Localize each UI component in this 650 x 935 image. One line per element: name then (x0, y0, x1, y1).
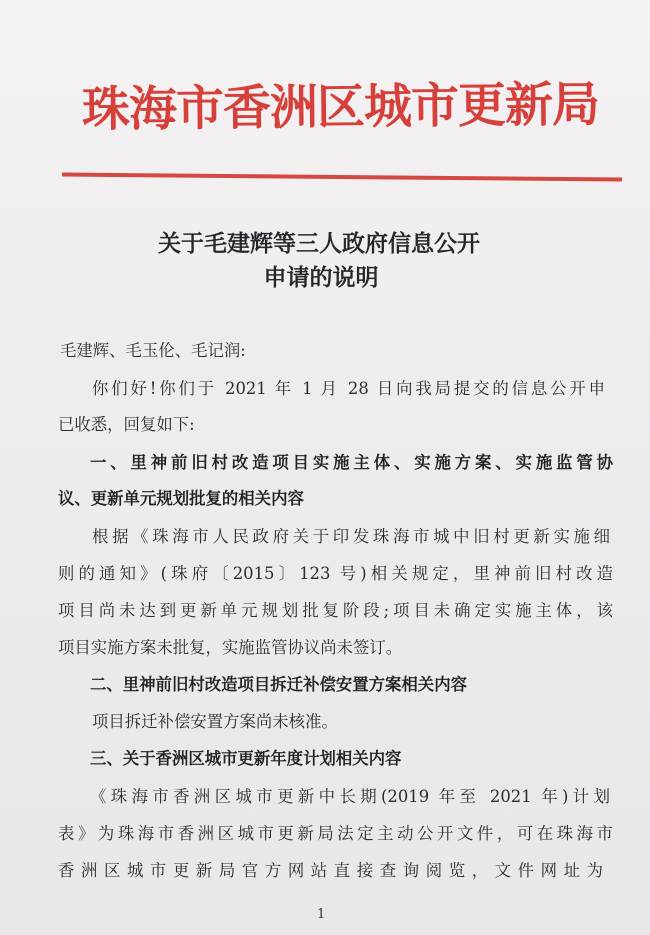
page-number: 1 (317, 907, 326, 922)
body-line: 项目尚未达到更新单元规划批复阶段;项目未确定实施主体，该 (58, 601, 613, 620)
body-line: 则的通知》(珠府〔2015〕123 号)相关规定，里神前旧村改造 (58, 564, 613, 583)
body-line: 《珠海市香洲区城市更新中长期(2019 年至 2021 年)计划 (90, 787, 610, 806)
body-line: 项目实施方案未批复，实施监管协议尚未签订。 (58, 638, 403, 657)
body-line: 项目拆迁补偿安置方案尚未核准。 (92, 712, 338, 731)
letterhead-organization: 珠海市香洲区城市更新局 (81, 76, 600, 138)
section-heading-1-cont: 议、更新单元规划批复的相关内容 (58, 489, 304, 508)
section-heading-1: 一、里神前旧村改造项目实施主体、实施方案、实施监管协 (90, 453, 613, 472)
document-title-line-1: 关于毛建辉等三人政府信息公开 (158, 230, 480, 257)
section-heading-3: 三、关于香洲区城市更新年度计划相关内容 (90, 749, 402, 768)
salutation: 毛建辉、毛玉伦、毛记润: (60, 341, 246, 360)
document-title-line-2: 申请的说明 (263, 264, 379, 291)
letterhead-red-divider (62, 173, 622, 182)
body-line: 表》为珠海市香洲区城市更新局法定主动公开文件，可在珠海市 (58, 824, 613, 843)
section-heading-2: 二、里神前旧村改造项目拆迁补偿安置方案相关内容 (90, 675, 467, 694)
body-line: 根据《珠海市人民政府关于印发珠海市城中旧村更新实施细 (92, 527, 610, 546)
body-line: 你们好!你们于 2021 年 1 月 28 日向我局提交的信息公开申 (92, 379, 605, 398)
body-line: 香洲区城市更新局官方网站直接查询阅览，文件网址为 (58, 861, 603, 880)
body-line: 已收悉，回复如下: (58, 415, 195, 434)
